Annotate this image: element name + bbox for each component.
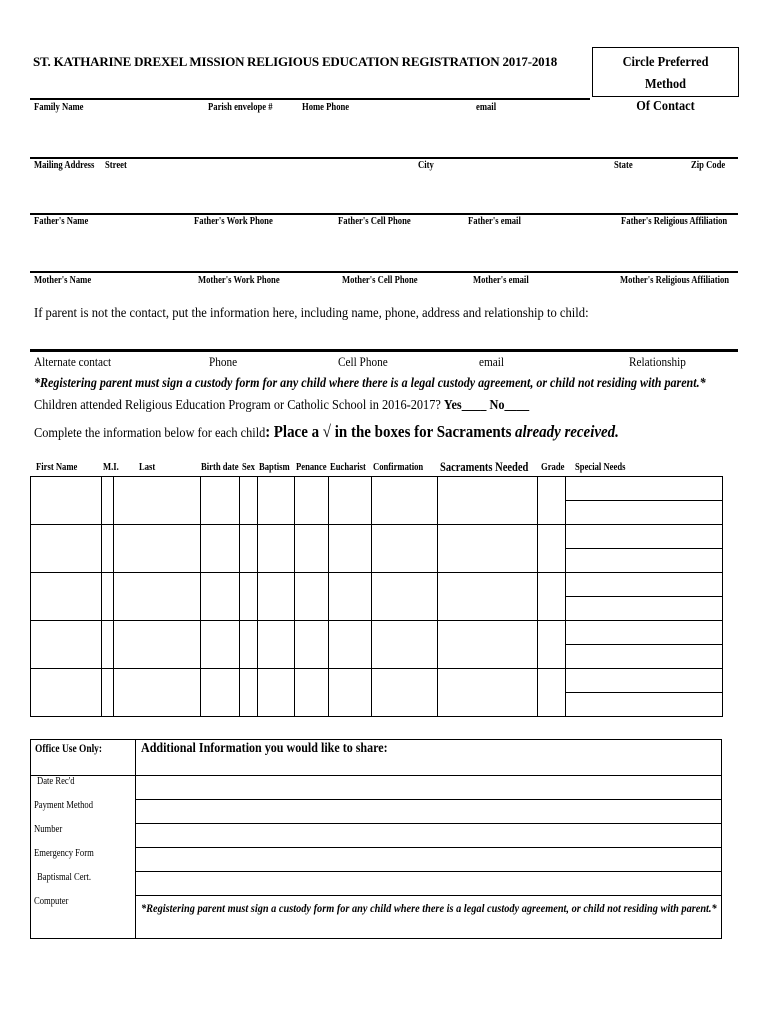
header-rule <box>30 98 590 100</box>
form-title: RELIGIOUS EDUCATION REGISTRATION 2017-2018 <box>247 54 558 69</box>
complete-lead: Complete the information below for each child <box>34 426 266 441</box>
alternate-contact-label: Alternate contact <box>34 355 112 369</box>
mother-name-label: Mother's Name <box>34 275 92 286</box>
office-number: Number <box>34 824 63 835</box>
complete-instruction <box>34 422 619 442</box>
additional-line-6 <box>135 895 721 896</box>
contact-box-line2: Of Contact <box>636 99 695 114</box>
header-sex: Sex <box>242 462 255 473</box>
address-rule <box>30 157 738 159</box>
office-emergency-form: Emergency Form <box>34 848 94 859</box>
attended-question-text: Children attended Religious Education Program or Catholic School in 2016-2017? <box>34 398 441 413</box>
contact-box-line1: Circle Preferred Method <box>622 55 709 92</box>
additional-line-4 <box>135 847 721 848</box>
alternate-cell-phone-label: Cell Phone <box>338 355 388 369</box>
relationship-label: Relationship <box>629 355 686 369</box>
street-label: Street <box>105 160 127 171</box>
child-row-2a[interactable] <box>31 525 723 549</box>
alternate-email-label: email <box>479 355 504 369</box>
attended-yes[interactable]: Yes____ <box>443 398 487 413</box>
parish-envelope-label: Parish envelope # <box>208 102 273 113</box>
mother-rule <box>30 271 738 273</box>
mission-name: ST. KATHARINE DREXEL MISSION <box>33 54 245 69</box>
zip-code-label: Zip Code <box>691 160 726 171</box>
complete-already: already received. <box>515 422 619 441</box>
home-phone-label: Home Phone <box>302 102 350 113</box>
header-birth-date: Birth date <box>201 462 239 473</box>
header-first-name: First Name <box>36 462 78 473</box>
header-eucharist: Eucharist <box>330 462 366 473</box>
alternate-rule <box>30 349 738 352</box>
header-special-needs: Special Needs <box>575 462 626 473</box>
attended-no[interactable]: No____ <box>489 398 530 413</box>
office-date-received: Date Rec'd <box>37 776 75 787</box>
office-additional-box <box>30 739 722 939</box>
header-baptism: Baptism <box>259 462 290 473</box>
father-rule <box>30 213 738 215</box>
header-penance: Penance <box>296 462 327 473</box>
office-divider <box>135 740 136 938</box>
child-row-3a[interactable] <box>31 573 723 597</box>
header-last: Last <box>139 462 156 473</box>
office-baptismal-cert: Baptismal Cert. <box>37 872 91 883</box>
attended-question <box>34 398 529 414</box>
family-name-label: Family Name <box>34 102 84 113</box>
father-work-phone-label: Father's Work Phone <box>194 216 273 227</box>
state-label: State <box>614 160 633 171</box>
header-confirmation: Confirmation <box>373 462 424 473</box>
complete-colon: : <box>265 422 271 441</box>
office-computer: Computer <box>34 896 69 907</box>
child-row-5a[interactable] <box>31 669 723 693</box>
mother-work-phone-label: Mother's Work Phone <box>198 275 280 286</box>
additional-line-3 <box>135 823 721 824</box>
father-email-label: Father's email <box>468 216 521 227</box>
complete-place: Place a √ in the boxes for Sacraments <box>273 422 512 441</box>
additional-line-2 <box>135 799 721 800</box>
children-table <box>30 476 723 717</box>
preferred-contact-box <box>592 47 739 114</box>
custody-note: *Registering parent must sign a custody form for any child where there is a legal custody agreement, or child not residing with parent.* <box>34 376 706 391</box>
mother-cell-phone-label: Mother's Cell Phone <box>342 275 418 286</box>
email-label: email <box>476 102 497 113</box>
alternate-instruction: If parent is not the contact, put the information here, including name, phone, address and relationship to child: <box>34 306 589 321</box>
header-grade: Grade <box>541 462 565 473</box>
mother-affiliation-label: Mother's Religious Affiliation <box>620 275 730 286</box>
mailing-address-label: Mailing Address <box>34 160 95 171</box>
father-cell-phone-label: Father's Cell Phone <box>338 216 411 227</box>
additional-custody-note: *Registering parent must sign a custody form for any child where there is a legal custody agreement, or child not residing with parent.* <box>141 901 717 915</box>
mother-email-label: Mother's email <box>473 275 529 286</box>
office-use-heading: Office Use Only: <box>35 743 103 755</box>
father-name-label: Father's Name <box>34 216 89 227</box>
father-affiliation-label: Father's Religious Affiliation <box>621 216 728 227</box>
alternate-phone-label: Phone <box>209 355 238 369</box>
additional-line-1 <box>135 775 721 776</box>
child-row-1a[interactable] <box>31 477 723 501</box>
office-payment-method: Payment Method <box>34 800 94 811</box>
child-row-4a[interactable] <box>31 621 723 645</box>
header-sacraments-needed: Sacraments Needed <box>440 460 529 474</box>
additional-line-5 <box>135 871 721 872</box>
header-mi: M.I. <box>103 462 119 473</box>
additional-info-heading: Additional Information you would like to share: <box>141 741 388 756</box>
city-label: City <box>418 160 434 171</box>
